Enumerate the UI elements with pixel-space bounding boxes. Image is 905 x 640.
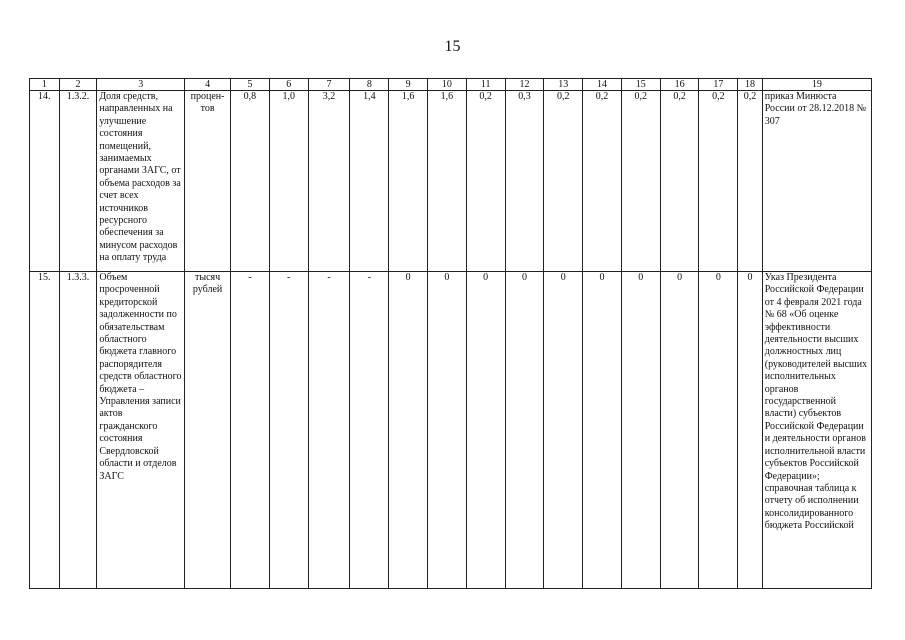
page-number: 15 [444,38,461,55]
value-cell: 0 [583,272,622,589]
value-cell: 0,2 [621,91,660,272]
value-cell: - [231,272,270,589]
value-cell: - [350,272,389,589]
unit: процен-тов [185,91,231,272]
column-header: 17 [699,79,738,91]
value-cell: 1,6 [389,91,428,272]
column-header: 13 [544,79,583,91]
column-header: 3 [97,79,185,91]
indicator-code: 1.3.2. [59,91,97,272]
column-header: 14 [583,79,622,91]
value-cell: 1,0 [269,91,308,272]
column-header: 10 [428,79,467,91]
column-header: 19 [762,79,871,91]
value-cell: 0 [428,272,467,589]
column-header: 7 [308,79,350,91]
column-header: 2 [59,79,97,91]
column-header: 9 [389,79,428,91]
value-cell: 0 [621,272,660,589]
column-header: 15 [621,79,660,91]
value-cell: 0,2 [466,91,505,272]
table-row [30,272,872,589]
indicator-code: 1.3.3. [59,272,97,589]
column-header: 8 [350,79,389,91]
value-cell: - [308,272,350,589]
value-cell: 0 [466,272,505,589]
value-cell: 0,2 [583,91,622,272]
table-row [30,91,872,272]
value-cell: 3,2 [308,91,350,272]
column-header: 6 [269,79,308,91]
indicators-table [29,78,872,589]
value-cell: 0 [738,272,762,589]
value-cell: 0 [544,272,583,589]
value-cell: 1,4 [350,91,389,272]
value-cell: 0 [660,272,699,589]
value-cell: 1,6 [428,91,467,272]
column-header: 16 [660,79,699,91]
column-number-row [30,79,872,91]
source-document: приказ Минюста России от 28.12.2018 № 307 [762,91,871,272]
row-number: 14. [30,91,60,272]
column-header: 18 [738,79,762,91]
value-cell: 0,2 [699,91,738,272]
value-cell: - [269,272,308,589]
value-cell: 0 [699,272,738,589]
indicator-name: Доля средств, направленных на улучшение состояния помещений, занимаемых органами ЗАГС, от объема расходов за счет всех источников ресурсного обеспечения за минусом расходов на оплату труда [97,91,185,272]
value-cell: 0,8 [231,91,270,272]
column-header: 5 [231,79,270,91]
column-header: 11 [466,79,505,91]
value-cell: 0,2 [660,91,699,272]
value-cell: 0,2 [544,91,583,272]
unit: тысяч рублей [185,272,231,589]
column-header: 12 [505,79,544,91]
column-header: 4 [185,79,231,91]
column-header: 1 [30,79,60,91]
value-cell: 0,3 [505,91,544,272]
value-cell: 0 [505,272,544,589]
row-number: 15. [30,272,60,589]
indicator-name: Объем просроченной кредиторской задолженности по обязательствам областного бюджета главного распорядителя средств областного бюджета – Управления записи актов гражданского состояния Свердловской области и отделов ЗАГС [97,272,185,589]
value-cell: 0,2 [738,91,762,272]
source-document: Указ Президента Российской Федерации от 4 февраля 2021 года № 68 «Об оценке эффективности деятельности высших должностных лиц (руководителей высших исполнительных органов государственной власти) субъектов Российской Федерации и деятельности органов исполнительной власти субъектов Российской Федерации»; справочная таблица к отчету об исполнении консолидированного бюджета Российской [762,272,871,589]
value-cell: 0 [389,272,428,589]
